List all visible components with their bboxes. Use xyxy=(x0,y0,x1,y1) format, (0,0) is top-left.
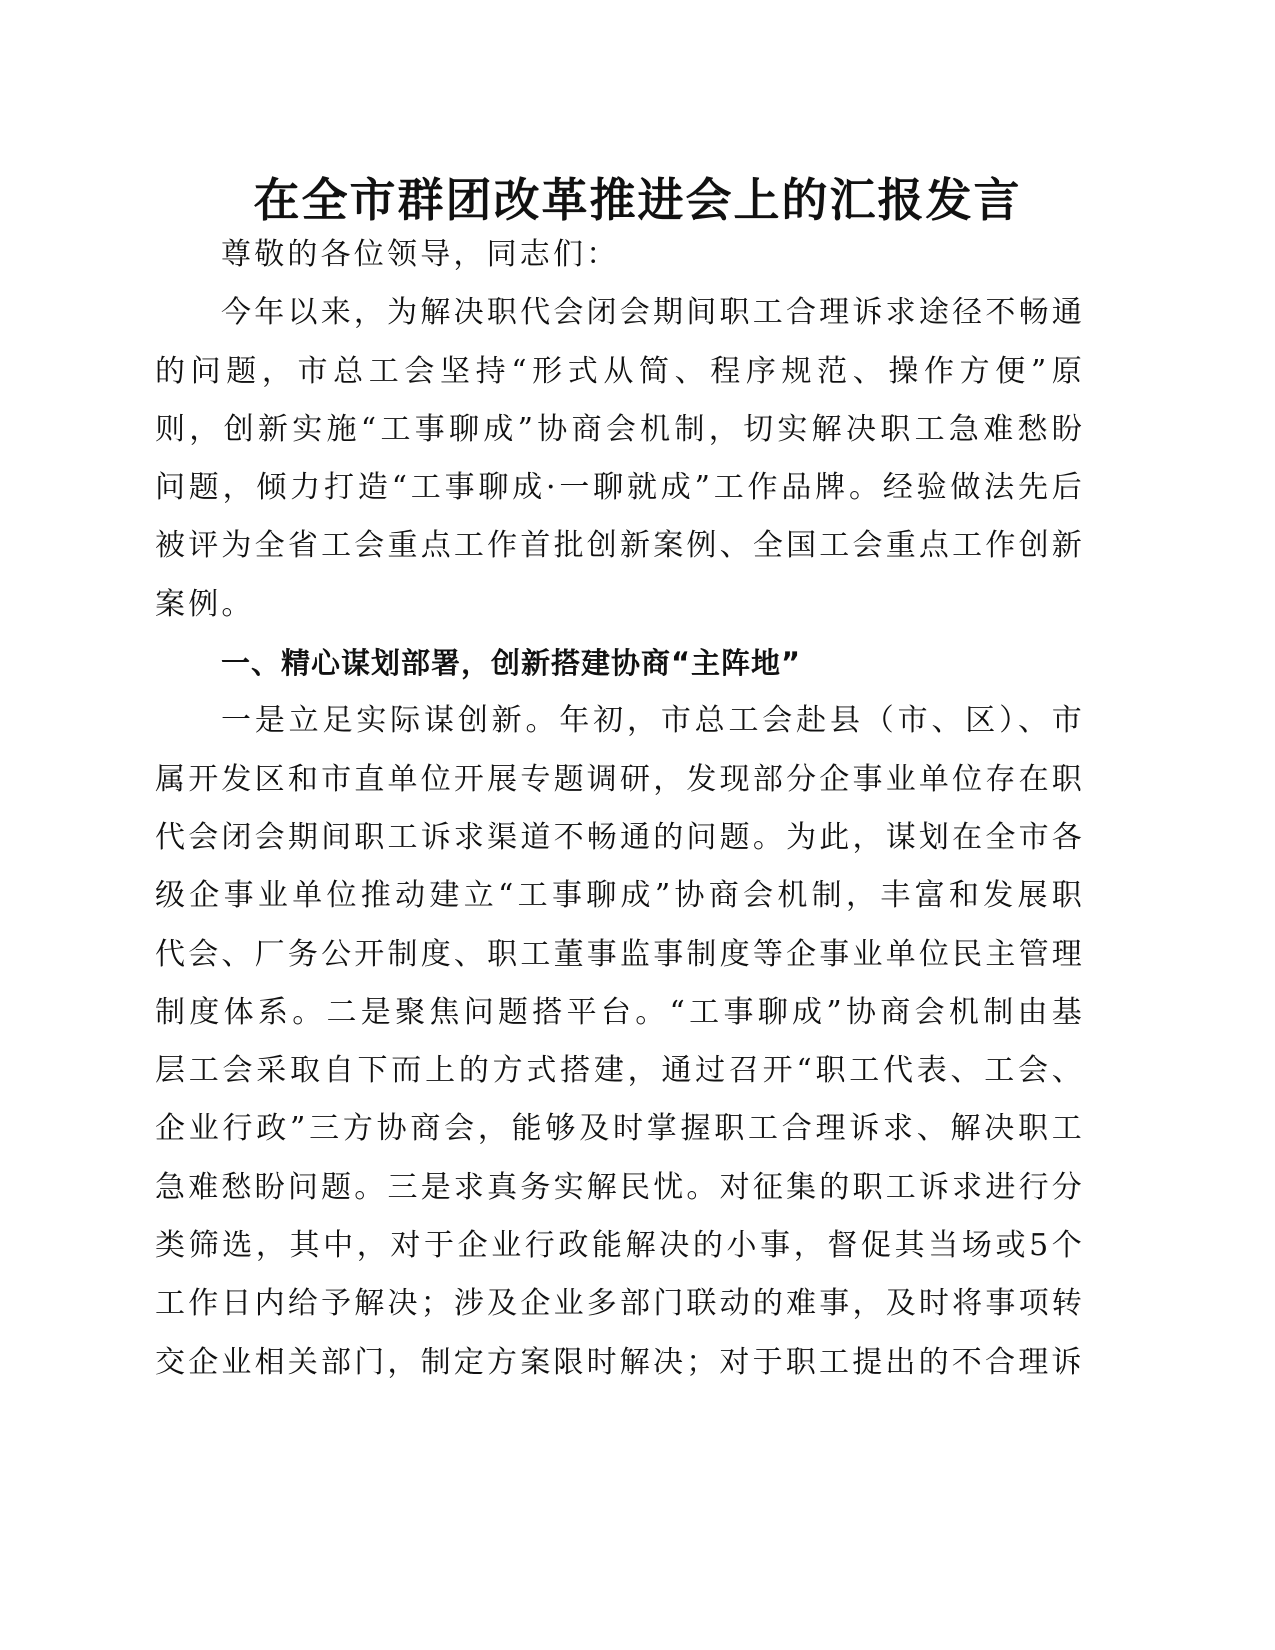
salutation: 尊敬的各位领导，同志们： xyxy=(221,237,620,272)
document-title: 在全市群团改革推进会上的汇报发言 xyxy=(253,173,1022,227)
document-body xyxy=(155,226,1085,1392)
section-heading: 一、精心谋划部署，创新搭建协商“主阵地” xyxy=(221,646,802,681)
section-paragraph: 一是立足实际谋创新。年初，市总工会赴县（市、区）、市属开发区和市直单位开展专题调研，发现部分企事业单位存在职代会闭会期间职工诉求渠道不畅通的问题。为此，谋划在全市各级企事业单位推动建立“工事聊成”协商会机制，丰富和发展职代会、厂务公开制度、职工董事监事制度等企事业单位民主管理制度体系。二是聚焦问题搭平台。“工事聊成”协商会机制由基层工会采取自下而上的方式搭建，通过召开“职工代表、工会、企业行政”三方协商会，能够及时掌握职工合理诉求、解决职工急难愁盼问题。三是求真务实解民忧。对征集的职工诉求进行分类筛选，其中，对于企业行政能解决的小事，督促其当场或5个工作日内给予解决；涉及企业多部门联动的难事，及时将事项转交企业相关部门，制定方案限时解决；对于职工提出的不合理诉 xyxy=(155,703,1085,1380)
intro-paragraph: 今年以来，为解决职代会闭会期间职工合理诉求途径不畅通的问题，市总工会坚持“形式从简、程序规范、操作方便”原则，创新实施“工事聊成”协商会机制，切实解决职工急难愁盼问题，倾力打造“工事聊成·一聊就成”工作品牌。经验做法先后被评为全省工会重点工作首批创新案例、全国工会重点工作创新案例。 xyxy=(155,295,1085,622)
